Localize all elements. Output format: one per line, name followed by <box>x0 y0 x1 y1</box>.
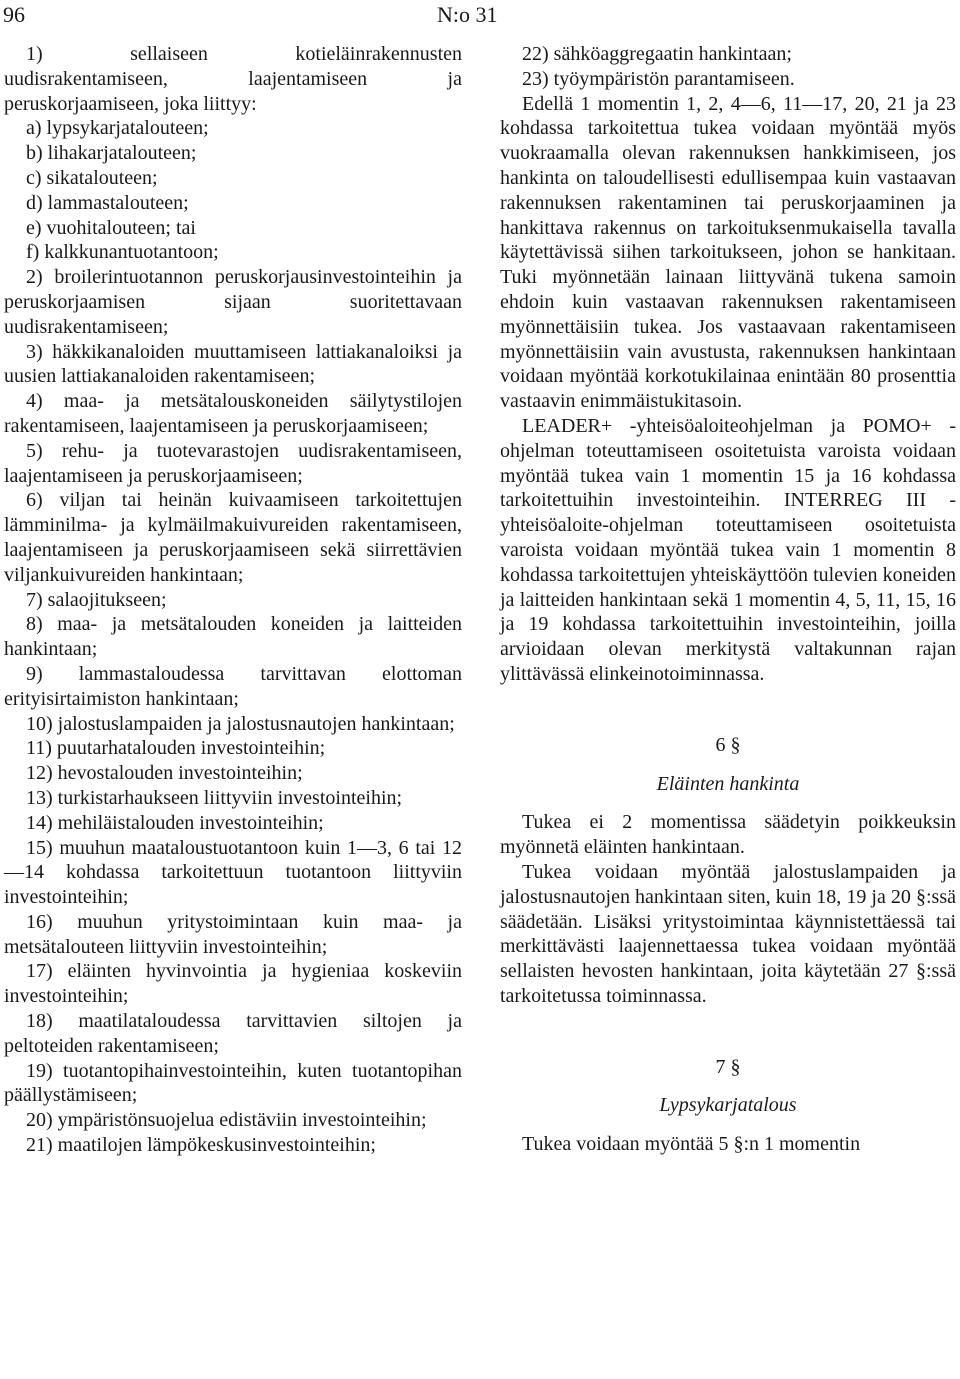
list-item: b) lihakarjatalouteen; <box>26 142 197 165</box>
paragraph: LEADER+ -yhteisöaloiteohjelman ja POMO+ -ohjelman toteuttamiseen osoitetuista varoista voidaan myöntää tukea vain 1 momentin 15 ja 16 kohdassa tarkoitettuihin investointeihin. INTERREG III -yhteisöaloite-ohjelman toteuttamiseen osoitetuista varoista voidaan myöntää tukea vain 1 momentin 8 kohdassa tarkoitettujen yhteiskäyttöön tulevien koneiden ja laitteiden hankintaan sekä 1 momentin 4, 5, 11, 15, 16 ja 19 kohdassa tarkoitettuihin investointeihin, joilla arvioidaan olevan merkitystä valtakunnan rajan ylittävässä elinkeinotoiminnassa. <box>500 414 956 685</box>
list-item: 19) tuotantopihainvestointeihin, kuten tuotantopihan päällystämiseen; <box>4 1059 462 1107</box>
list-item: 18) maatilataloudessa tarvittavien siltojen ja peltoteiden rakentamiseen; <box>4 1010 462 1057</box>
list-item: a) lypsykarjatalouteen; <box>26 117 209 140</box>
right-column <box>500 42 956 1157</box>
page-number: 96 <box>3 2 25 27</box>
section-title: Eläinten hankinta <box>656 772 800 795</box>
list-item: d) lammastalouteen; <box>26 191 189 214</box>
list-item: 14) mehiläistalouden investointeihin; <box>26 811 324 834</box>
list-item: 16) muuhun yritystoimintaan kuin maa- ja metsätalouteen liittyviin investointeihin; <box>4 910 462 958</box>
list-item: 1) sellaiseen kotieläinrakennusten uudisrakentamiseen, laajentamiseen ja peruskorjaamiseen, joka liittyy: <box>4 43 462 115</box>
list-item: c) sikatalouteen; <box>26 166 158 189</box>
list-item: 9) lammastaloudessa tarvittavan elottoman erityisirtaimiston hankintaan; <box>4 662 462 710</box>
list-item: 20) ympäristönsuojelua edistäviin investointeihin; <box>26 1109 427 1132</box>
list-item: 3) häkkikanaloiden muuttamiseen lattiakanaloiksi ja uusien lattiakanaloiden rakentamiseen; <box>4 340 462 388</box>
section-number: 6 § <box>715 733 741 756</box>
list-item: 6) viljan tai heinän kuivaamiseen tarkoitettujen lämminilma- ja kylmäilmakuivureiden rakentamiseen, laajentamiseen ja peruskorjaamiseen sekä siirrettävien viljankuivureiden hankintaan; <box>4 489 462 586</box>
list-item: e) vuohitalouteen; tai <box>26 216 196 239</box>
list-item: 15) muuhun maataloustuotantoon kuin 1—3, 6 tai 12—14 kohdassa tarkoitettuun tuotantoon liittyviin investointeihin; <box>4 836 462 909</box>
section-number: 7 § <box>715 1055 741 1078</box>
list-item: 7) salaojitukseen; <box>26 588 167 611</box>
section-title: Lypsykarjatalous <box>659 1094 797 1117</box>
list-item: 21) maatilojen lämpökeskusinvestointeihin; <box>26 1134 376 1157</box>
list-item: 4) maa- ja metsätalouskoneiden säilytystilojen rakentamiseen, laajentamiseen ja peruskorjaamiseen; <box>4 390 462 437</box>
paragraph: Tukea voidaan myöntää jalostuslampaiden ja jalostusnautojen hankintaan siten, kuin 18, 19 ja 20 §:ssä säädetään. Lisäksi yritystoimintaa käynnistettäessä tai merkittävästi laajennettaessa tukea voidaan myöntää sellaisten hevosten hankintaan, joita käytetään 27 §:ssä tarkoitetussa toiminnassa. <box>500 860 956 1007</box>
list-item: 2) broilerintuotannon peruskorjausinvestointeihin ja peruskorjaamisen sijaan suoritettavaan uudisrakentamiseen; <box>4 266 462 338</box>
list-item: 12) hevostalouden investointeihin; <box>26 762 303 785</box>
list-item: 22) sähköaggregaatin hankintaan; <box>522 43 792 65</box>
left-column <box>4 42 462 1158</box>
paragraph: Edellä 1 momentin 1, 2, 4—6, 11—17, 20, 21 ja 23 kohdassa tarkoitettua tukea voidaan myöntää myös vuokraamalla olevan rakennuksen hankkimiseen, jos hankinta on taloudellisesti edullisempaa kuin vastaavan rakennuksen rakentaminen tai peruskorjaaminen ja hankittava rakennus on tarkoituksenmukaisella tavalla käytettävissä siihen tarkoitukseen, johon se hankitaan. Tuki myönnetään lainaan liittyvänä tukena samoin ehdoin kuin vastaavan rakennuksen rakentamiseen myönnettäisiin tukea. Jos vastaavaan rakentamiseen myönnettäisiin vain avustusta, rakennuksen hankintaan voidaan myöntää korkotukilainaa enintään 80 prosenttia vastaavin enimmäistukitasoin. <box>500 92 956 413</box>
list-item: 13) turkistarhaukseen liittyviin investointeihin; <box>26 786 403 809</box>
list-item: f) kalkkunantuotantoon; <box>26 241 219 264</box>
list-item: 5) rehu- ja tuotevarastojen uudisrakentamiseen, laajentamiseen ja peruskorjaamiseen; <box>4 439 462 487</box>
list-item: 8) maa- ja metsätalouden koneiden ja laitteiden hankintaan; <box>4 613 462 661</box>
paragraph: Tukea voidaan myöntää 5 §:n 1 momentin <box>522 1133 861 1156</box>
list-item: 11) puutarhatalouden investointeihin; <box>26 737 326 760</box>
paragraph: Tukea ei 2 momentissa säädetyin poikkeuksin myönnetä eläinten hankintaan. <box>500 811 956 859</box>
list-item: 17) eläinten hyvinvointia ja hygieniaa koskeviin investointeihin; <box>4 960 462 1008</box>
list-item: 23) työympäristön parantamiseen. <box>522 67 795 90</box>
list-item: 10) jalostuslampaiden ja jalostusnautojen hankintaan; <box>26 712 455 735</box>
issue-number: N:o 31 <box>437 2 498 27</box>
